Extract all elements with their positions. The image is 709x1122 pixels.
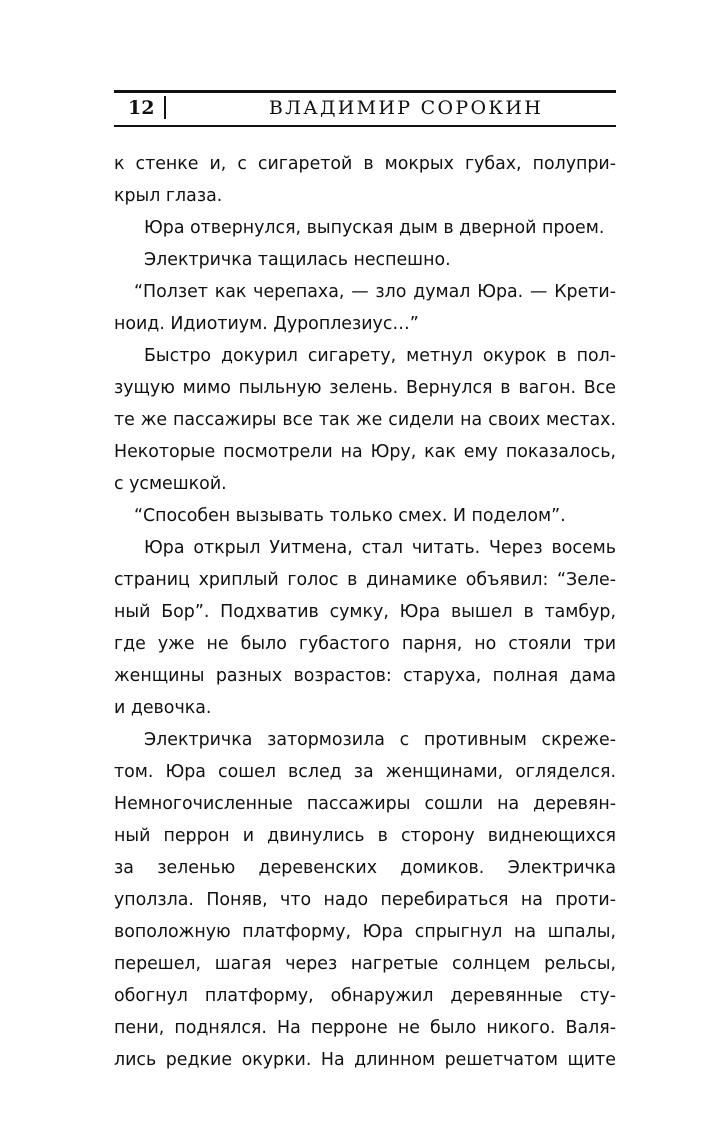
text-line: ноид. Идиотиум. Дуроплезиус…” (114, 314, 419, 334)
page-number: 12 (128, 97, 155, 119)
text-line: к стенке и, с сигаретой в мокрых губах, полупри- (114, 154, 616, 174)
text-line: страниц хриплый голос в динамике объявил: “Зеле- (114, 570, 616, 590)
text-line: лись редкие окурки. На длинном решетчатом щите (114, 1050, 616, 1070)
header-top-rule (114, 90, 616, 93)
body-text (114, 148, 616, 1076)
text-line: зущую мимо пыльную зелень. Вернулся в вагон. Все (114, 378, 616, 398)
text-line: воположную платформу, Юра спрыгнул на шпалы, (114, 922, 616, 942)
text-line: обогнул платформу, обнаружил деревянные сту- (114, 986, 616, 1006)
text-line: за зеленью деревенских домиков. Электричка (114, 858, 616, 878)
header-bottom-rule (114, 125, 616, 127)
running-header (114, 90, 616, 130)
text-line: уползла. Поняв, что надо перебираться на проти- (114, 890, 616, 910)
text-line: с усмешкой. (114, 474, 227, 494)
text-line: том. Юра сошел вслед за женщинами, огляделся. (114, 762, 616, 782)
text-line: и девочка. (114, 698, 212, 718)
header-separator (164, 96, 166, 119)
text-line: перешел, шагая через нагретые солнцем рельсы, (114, 954, 616, 974)
text-line: Юра отвернулся, выпуская дым в дверной проем. (144, 218, 605, 238)
text-line: Юра открыл Уитмена, стал читать. Через восемь (144, 538, 616, 558)
text-line: ный Бор”. Подхватив сумку, Юра вышел в тамбур, (114, 602, 616, 622)
text-line: Электричка тащилась неспешно. (144, 250, 451, 270)
text-line: “Способен вызывать только смех. И поделом”. (134, 506, 566, 526)
text-line: пени, поднялся. На перроне не было никого. Валя- (114, 1018, 616, 1038)
text-line: те же пассажиры все так же сидели на своих местах. (114, 410, 616, 430)
text-line: Электричка затормозила с противным скреже- (144, 730, 616, 750)
text-line: где уже не было губастого парня, но стояли три (114, 634, 616, 654)
text-line: ный перрон и двинулись в сторону виднеющихся (114, 826, 616, 846)
text-line: женщины разных возрастов: старуха, полная дама (114, 666, 616, 686)
text-line: Немногочисленные пассажиры сошли на деревян- (114, 794, 616, 814)
text-line: Некоторые посмотрели на Юру, как ему показалось, (114, 442, 616, 462)
text-line: Быстро докурил сигарету, метнул окурок в пол- (144, 346, 616, 366)
text-line: “Ползет как черепаха, — зло думал Юра. — Крети- (134, 282, 616, 302)
running-title: ВЛАДИМИР СОРОКИН (268, 97, 544, 119)
text-line: крыл глаза. (114, 186, 223, 206)
